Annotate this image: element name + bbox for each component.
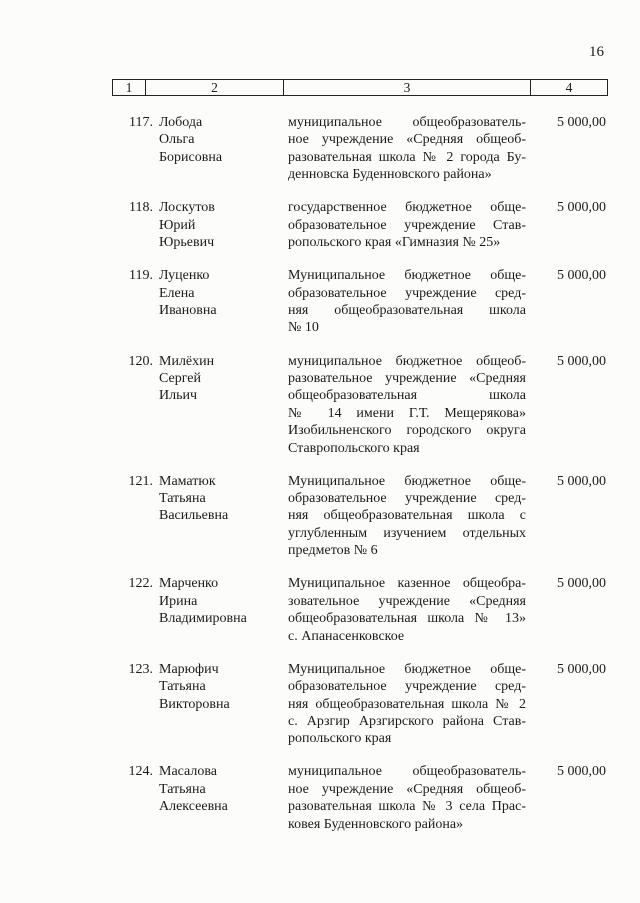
organization xyxy=(283,114,526,184)
amount: 5 000,00 xyxy=(557,353,606,369)
column-header-3: 3 xyxy=(284,80,531,95)
recipient-first-name: Татьяна xyxy=(159,781,206,797)
recipient-patronymic: Ивановна xyxy=(159,303,217,319)
organization-line: Муниципальное бюджетное обще- xyxy=(288,473,526,489)
organization-line: денновска Буденновского района» xyxy=(288,167,492,183)
recipient-surname: Милёхин xyxy=(159,353,215,369)
recipient-first-name: Юрий xyxy=(159,217,196,233)
amount: 5 000,00 xyxy=(557,576,606,592)
organization xyxy=(283,661,526,748)
recipient-first-name: Татьяна xyxy=(159,679,206,695)
organization-line: муниципальное общеобразователь- xyxy=(288,764,526,780)
table-row xyxy=(112,199,606,251)
organization-line: Муниципальное бюджетное обще- xyxy=(288,661,526,677)
organization xyxy=(283,199,526,251)
recipient-surname: Марюфич xyxy=(159,661,219,677)
organization xyxy=(283,575,526,645)
recipient-patronymic: Алексеевна xyxy=(159,799,228,815)
organization-line: общеобразовательная школа xyxy=(288,388,526,404)
recipient-first-name: Сергей xyxy=(159,370,201,386)
amount: 5 000,00 xyxy=(557,764,606,780)
organization xyxy=(283,763,526,833)
row-number: 121. xyxy=(128,473,153,489)
organization-line: образовательное учреждение Став- xyxy=(288,217,526,233)
organization-line: зовательное учреждение «Средняя xyxy=(288,593,526,609)
organization-line: разовательное учреждение «Средняя xyxy=(288,370,526,386)
organization-line: ропольского края xyxy=(288,731,392,747)
organization-line: общеобразовательная школа № 13» xyxy=(288,611,526,627)
recipient-first-name: Елена xyxy=(159,285,195,301)
recipient-name xyxy=(153,763,283,833)
recipient-surname: Марченко xyxy=(159,576,219,592)
organization-line: разовательная школа № 3 села Прас- xyxy=(288,799,526,815)
organization-line: образовательное учреждение сред- xyxy=(288,491,526,507)
recipient-name xyxy=(153,661,283,748)
table-row xyxy=(112,575,606,645)
recipient-first-name: Татьяна xyxy=(159,491,206,507)
page-number: 16 xyxy=(589,44,604,60)
table-row xyxy=(112,661,606,748)
recipient-patronymic: Викторовна xyxy=(159,696,230,712)
amount: 5 000,00 xyxy=(557,115,606,130)
organization-line: Муниципальное казенное общеобра- xyxy=(288,576,526,592)
row-number: 122. xyxy=(128,576,153,592)
table-body xyxy=(112,114,606,849)
row-number: 118. xyxy=(129,200,153,216)
row-number: 124. xyxy=(128,764,153,780)
amount: 5 000,00 xyxy=(557,661,606,677)
organization-line: ное учреждение «Средняя общеоб- xyxy=(288,781,526,797)
organization-line: углубленным изучением отдельных xyxy=(288,525,526,541)
table-row xyxy=(112,267,606,337)
recipient-name xyxy=(153,575,283,645)
recipient-surname: Маматюк xyxy=(159,473,216,489)
organization-line: Муниципальное бюджетное обще- xyxy=(288,268,526,284)
organization-line: ропольского края «Гимназия № 25» xyxy=(288,235,501,251)
amount: 5 000,00 xyxy=(557,268,606,284)
organization-line: няя общеобразовательная школа xyxy=(288,303,526,319)
organization-line: № 14 имени Г.Т. Мещерякова» xyxy=(288,405,526,421)
organization-line: предметов № 6 xyxy=(288,543,378,559)
recipient-surname: Масалова xyxy=(159,764,218,780)
recipient-name xyxy=(153,473,283,560)
organization-line: с. Арзгир Арзгирского района Став- xyxy=(288,713,526,729)
organization-line: ное учреждение «Средняя общеоб- xyxy=(288,132,526,148)
recipient-name xyxy=(153,267,283,337)
recipient-first-name: Ирина xyxy=(159,593,198,609)
table-row xyxy=(112,473,606,560)
organization xyxy=(283,473,526,560)
organization-line: государственное бюджетное обще- xyxy=(288,200,526,216)
recipient-patronymic: Борисовна xyxy=(159,149,223,165)
organization xyxy=(283,267,526,337)
organization-line: муниципальное бюджетное общеоб- xyxy=(288,353,526,369)
recipient-surname: Луценко xyxy=(159,268,210,284)
row-number: 120. xyxy=(128,353,153,369)
recipient-first-name: Ольга xyxy=(159,132,195,148)
row-number: 119. xyxy=(129,268,153,284)
recipient-patronymic: Владимировна xyxy=(159,611,247,627)
row-number: 123. xyxy=(128,661,153,677)
organization-line: няя общеобразовательная школа с xyxy=(288,508,526,524)
recipient-patronymic: Юрьевич xyxy=(159,235,215,251)
table-header-row xyxy=(112,79,608,96)
recipient-name xyxy=(153,199,283,251)
organization-line: с. Апанасенковское xyxy=(288,628,405,644)
table-row xyxy=(112,114,606,184)
organization-line: няя общеобразовательная школа № 2 xyxy=(288,696,526,712)
recipient-name xyxy=(153,114,283,184)
organization-line: муниципальное общеобразователь- xyxy=(288,115,526,130)
organization xyxy=(283,353,526,457)
row-number: 117. xyxy=(129,115,153,130)
organization-line: образовательное учреждение сред- xyxy=(288,679,526,695)
recipient-surname: Лобода xyxy=(159,115,203,130)
recipient-name xyxy=(153,353,283,457)
amount: 5 000,00 xyxy=(557,200,606,216)
table-row xyxy=(112,353,606,457)
column-header-4: 4 xyxy=(565,80,573,95)
recipient-patronymic: Ильич xyxy=(159,388,198,404)
organization-line: ковея Буденновского района» xyxy=(288,816,464,832)
recipient-surname: Лоскутов xyxy=(159,200,215,216)
organization-line: № 10 xyxy=(288,320,319,336)
column-header-1: 1 xyxy=(113,80,146,95)
recipient-patronymic: Васильевна xyxy=(159,508,229,524)
amount: 5 000,00 xyxy=(557,473,606,489)
organization-line: Изобильненского городского округа xyxy=(288,423,526,439)
table-row xyxy=(112,763,606,833)
column-header-2: 2 xyxy=(146,80,284,95)
organization-line: Ставропольского края xyxy=(288,440,420,456)
organization-line: разовательная школа № 2 города Бу- xyxy=(288,149,526,165)
organization-line: образовательное учреждение сред- xyxy=(288,285,526,301)
